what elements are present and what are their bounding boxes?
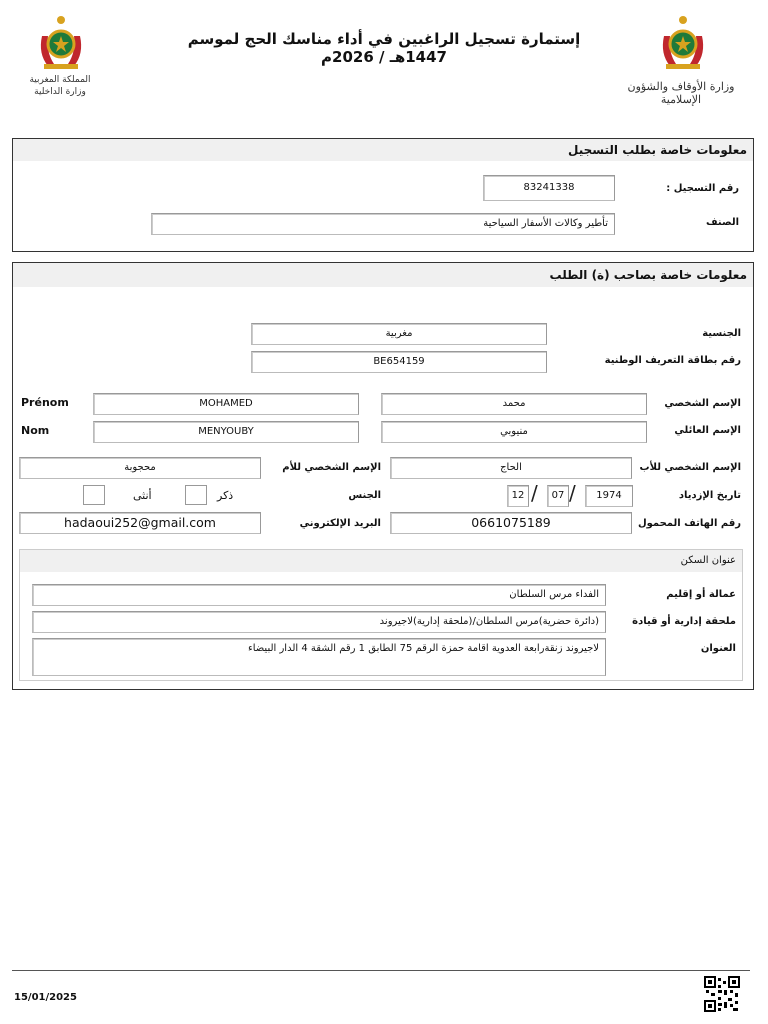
address-section-title: عنوان السكن xyxy=(20,550,742,572)
female-label: أنثى xyxy=(133,489,152,502)
lastname-ar-field: منيوبي xyxy=(381,421,647,443)
phone-label: رقم الهاتف المحمول xyxy=(637,518,741,529)
address-section xyxy=(19,549,743,681)
annex-label: ملحقة إدارية أو قيادة xyxy=(632,616,736,627)
mother-name-label: الإسم الشخصي للأم xyxy=(282,462,381,473)
female-checkbox[interactable] xyxy=(83,485,105,505)
lastname-fr-field: MENYOUBY xyxy=(93,421,359,443)
sex-label: الجنس xyxy=(348,490,381,501)
firstname-fr-field: MOHAMED xyxy=(93,393,359,415)
print-date: 15/01/2025 xyxy=(14,992,77,1003)
mother-name-field: محجوبة xyxy=(19,457,261,479)
firstname-ar-label: الإسم الشخصي xyxy=(664,398,741,409)
prefecture-label: عمالة أو إقليم xyxy=(666,589,736,600)
address-field: لاجيروند زنقةرابعة العدوية اقامة حمزة الرقم 75 الطابق 1 رقم الشقة 4 الدار البيضاء xyxy=(32,638,606,676)
date-separator: / xyxy=(531,481,538,505)
date-separator: / xyxy=(569,481,576,505)
email-field: hadaoui252@gmail.com xyxy=(19,512,261,534)
firstname-ar-field: محمد xyxy=(381,393,647,415)
title-line-1: إستمارة تسجيل الراغبين في أداء مناسك الحج لموسم xyxy=(187,30,581,48)
form-title xyxy=(160,30,608,66)
applicant-section-title: معلومات خاصة بصاحب (ة) الطلب xyxy=(13,263,753,287)
category-field: تأطير وكالات الأسفار السياحية xyxy=(151,213,615,235)
birth-year-field: 1974 xyxy=(585,485,633,507)
birth-date-label: تاريخ الإزدياد xyxy=(678,490,741,501)
email-label: البريد الإلكتروني xyxy=(299,518,381,529)
ministry-habous-caption: وزارة الأوقاف والشؤون الإسلامية xyxy=(627,80,735,106)
birth-day-field: 12 xyxy=(507,485,529,507)
registration-section-title: معلومات خاصة بطلب التسجيل xyxy=(13,139,753,161)
qr-code-icon xyxy=(704,976,740,1012)
registration-section xyxy=(12,138,754,252)
firstname-fr-label: Prénom xyxy=(21,396,69,409)
title-line-2: 1447هـ / 2026م xyxy=(321,48,447,66)
nationality-field: مغربية xyxy=(251,323,547,345)
prefecture-field: الفداء مرس السلطان xyxy=(32,584,606,606)
annex-field: (دائرة حضرية)مرس السلطان/(ملحقة إدارية)لاجيروند xyxy=(32,611,606,633)
male-label: ذكر xyxy=(217,489,234,502)
registration-number-field: 83241338 xyxy=(483,175,615,201)
lastname-fr-label: Nom xyxy=(21,424,50,437)
male-checkbox[interactable] xyxy=(185,485,207,505)
kingdom-caption xyxy=(20,74,100,98)
father-name-field: الحاج xyxy=(390,457,632,479)
registration-number-label: رقم التسجيل : xyxy=(666,183,739,194)
phone-field: 0661075189 xyxy=(390,512,632,534)
footer-divider xyxy=(12,970,750,971)
applicant-section xyxy=(12,262,754,690)
lastname-ar-label: الإسم العائلي xyxy=(674,425,741,436)
ministry-interior-name: وزارة الداخلية xyxy=(34,87,86,97)
category-label: الصنف xyxy=(705,217,739,228)
nationality-label: الجنسية xyxy=(702,328,741,339)
kingdom-name: المملكة المغربية xyxy=(29,75,91,85)
coat-of-arms-right xyxy=(654,14,712,72)
cin-field: BE654159 xyxy=(251,351,547,373)
address-label: العنوان xyxy=(700,643,736,654)
birth-month-field: 07 xyxy=(547,485,569,507)
father-name-label: الإسم الشخصي للأب xyxy=(639,462,741,473)
cin-label: رقم بطاقة التعريف الوطنية xyxy=(604,355,741,366)
coat-of-arms-left xyxy=(32,14,90,72)
